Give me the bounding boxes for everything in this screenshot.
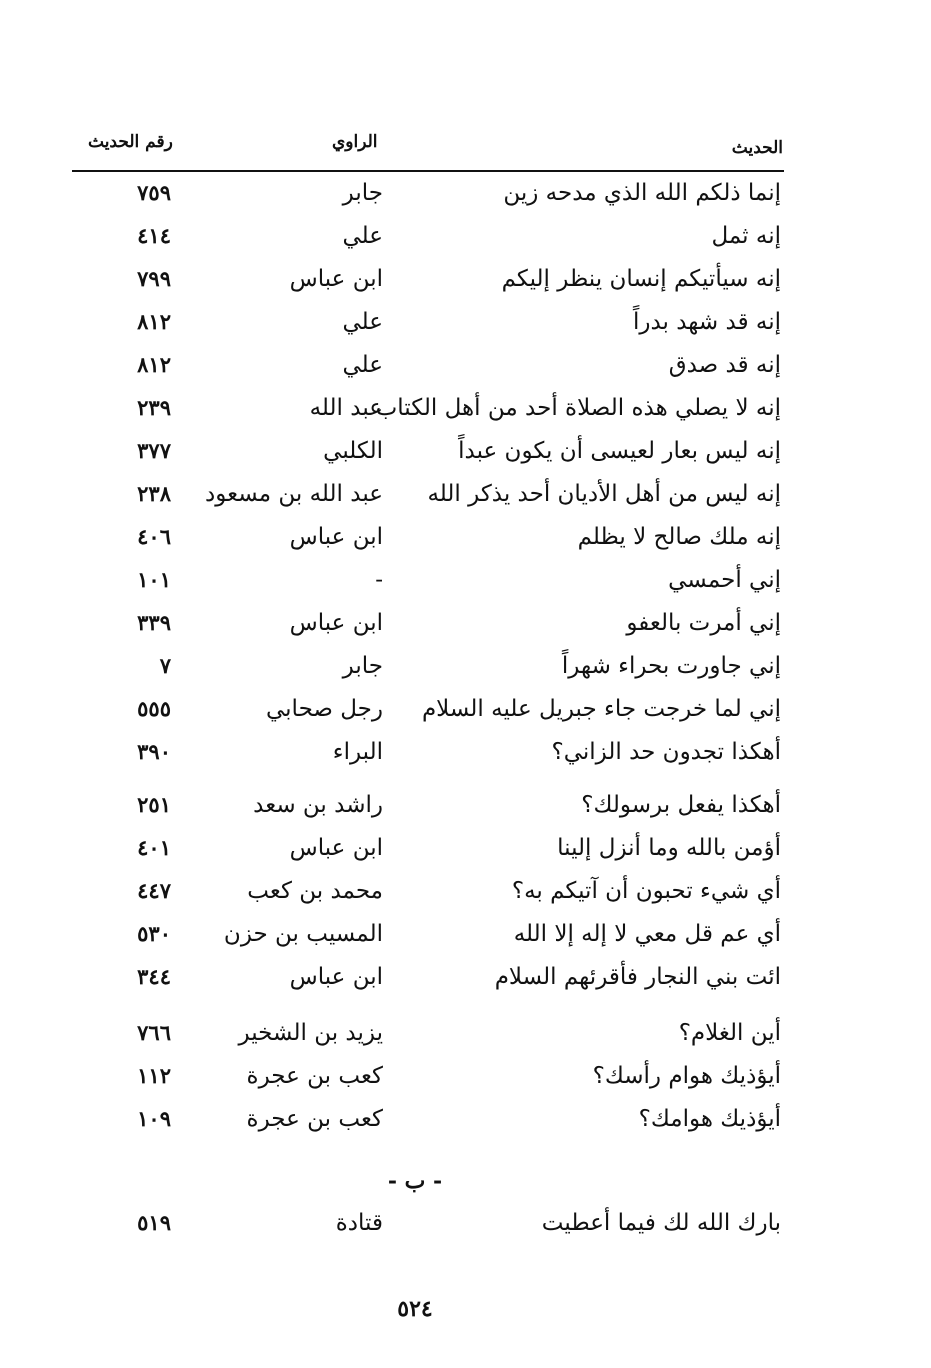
hadith-text: إنه ملك صالح لا يظلم bbox=[577, 524, 781, 550]
hadith-number: ٣٧٧ bbox=[137, 438, 171, 463]
narrator-name: علي bbox=[342, 223, 383, 249]
table-row bbox=[0, 694, 931, 734]
narrator-name: يزيد بن الشخير bbox=[238, 1020, 383, 1046]
hadith-number: ٢٣٩ bbox=[137, 395, 171, 420]
table-row bbox=[0, 962, 931, 1002]
table-row bbox=[0, 307, 931, 347]
narrator-name: جابر bbox=[342, 653, 383, 679]
hadith-number: ٣٤٤ bbox=[137, 964, 171, 989]
narrator-name: المسيب بن حزن bbox=[223, 921, 383, 947]
narrator-name: عبد الله bbox=[309, 395, 383, 421]
table-row bbox=[0, 350, 931, 390]
table-row bbox=[0, 221, 931, 261]
hadith-text: إنه ثمل bbox=[711, 223, 781, 249]
narrator-name: الكلبي bbox=[323, 438, 383, 464]
narrator-name: محمد بن كعب bbox=[247, 878, 383, 904]
hadith-number: ٧٦٦ bbox=[137, 1020, 171, 1045]
hadith-number: ٢٣٨ bbox=[137, 481, 171, 506]
table-row bbox=[0, 479, 931, 519]
hadith-number: ٥٥٥ bbox=[137, 696, 171, 721]
table-row bbox=[0, 522, 931, 562]
narrator-name: رجل صحابي bbox=[265, 696, 383, 722]
hadith-number: ٢٥١ bbox=[137, 792, 171, 817]
hadith-number: ٨١٢ bbox=[137, 309, 171, 334]
hadith-text: إنه قد صدق bbox=[668, 352, 781, 378]
table-row bbox=[0, 1061, 931, 1101]
table-row bbox=[0, 264, 931, 304]
section-heading: - ب - bbox=[387, 1168, 443, 1194]
hadith-text: إنه ليس بعار لعيسى أن يكون عبداً bbox=[458, 438, 781, 464]
hadith-text: أي عم قل معي لا إله إلا الله bbox=[513, 921, 781, 947]
hadith-text: إني أمرت بالعفو bbox=[626, 610, 781, 636]
narrator-name: ابن عباس bbox=[289, 610, 383, 636]
table-row bbox=[0, 565, 931, 605]
hadith-number: ٥٣٠ bbox=[137, 921, 171, 946]
table-row bbox=[0, 790, 931, 830]
narrator-name: راشد بن سعد bbox=[253, 792, 383, 818]
hadith-text: إنه سيأتيكم إنسان ينظر إليكم bbox=[501, 266, 781, 292]
narrator-name: كعب بن عجرة bbox=[246, 1063, 383, 1089]
column-header-hadith: الحديث bbox=[731, 138, 783, 158]
table-row bbox=[0, 833, 931, 873]
hadith-text: إني لما خرجت جاء جبريل عليه السلام bbox=[421, 696, 781, 722]
hadith-number: ٣٣٩ bbox=[137, 610, 171, 635]
narrator-name: قتادة bbox=[335, 1210, 383, 1236]
column-header-number: رقم الحديث bbox=[88, 132, 173, 152]
table-row bbox=[0, 1018, 931, 1058]
narrator-name: ابن عباس bbox=[289, 964, 383, 990]
narrator-name: البراء bbox=[332, 739, 383, 765]
hadith-text: إني جاورت بحراء شهراً bbox=[561, 653, 781, 679]
hadith-text: أين الغلام؟ bbox=[678, 1020, 781, 1046]
hadith-text: ائت بني النجار فأقرئهم السلام bbox=[494, 964, 781, 990]
narrator-name: جابر bbox=[342, 180, 383, 206]
narrator-name: كعب بن عجرة bbox=[246, 1106, 383, 1132]
table-row bbox=[0, 737, 931, 777]
hadith-number: ٧ bbox=[159, 653, 171, 678]
table-row bbox=[0, 393, 931, 433]
hadith-text: إنه ليس من أهل الأديان أحد يذكر الله bbox=[427, 481, 781, 507]
hadith-number: ٧٥٩ bbox=[137, 180, 171, 205]
hadith-text: أي شيء تحبون أن آتيكم به؟ bbox=[511, 878, 781, 904]
table-row bbox=[0, 436, 931, 476]
narrator-name: ابن عباس bbox=[289, 266, 383, 292]
hadith-text: أهكذا يفعل برسولك؟ bbox=[581, 792, 781, 818]
page-number: ٥٢٤ bbox=[397, 1296, 433, 1322]
column-header-narrator: الراوي bbox=[332, 132, 378, 152]
hadith-number: ٤٠٦ bbox=[137, 524, 171, 549]
hadith-number: ٧٩٩ bbox=[137, 266, 171, 291]
table-row bbox=[0, 1104, 931, 1144]
hadith-number: ١٠٩ bbox=[137, 1106, 171, 1131]
narrator-name: ابن عباس bbox=[289, 835, 383, 861]
header-divider bbox=[72, 170, 784, 172]
narrator-name: ابن عباس bbox=[289, 524, 383, 550]
hadith-number: ٣٩٠ bbox=[137, 739, 171, 764]
hadith-text: إنما ذلكم الله الذي مدحه زين bbox=[503, 180, 781, 206]
table-row bbox=[0, 876, 931, 916]
hadith-text: أيؤذيك هوامك؟ bbox=[638, 1106, 781, 1132]
hadith-text: أهكذا تجدون حد الزاني؟ bbox=[551, 739, 781, 765]
hadith-text: إنه لا يصلي هذه الصلاة أحد من أهل الكتاب bbox=[375, 395, 781, 421]
table-row bbox=[0, 608, 931, 648]
narrator-name: علي bbox=[342, 309, 383, 335]
table-row bbox=[0, 651, 931, 691]
narrator-name: علي bbox=[342, 352, 383, 378]
table-row bbox=[0, 178, 931, 218]
hadith-number: ٥١٩ bbox=[137, 1210, 171, 1235]
hadith-number: ٨١٢ bbox=[137, 352, 171, 377]
hadith-number: ١٠١ bbox=[137, 567, 171, 592]
hadith-text: أيؤذيك هوام رأسك؟ bbox=[592, 1063, 781, 1089]
hadith-text: إني أحمسي bbox=[668, 567, 781, 593]
hadith-number: ١١٢ bbox=[137, 1063, 171, 1088]
hadith-number: ٤١٤ bbox=[137, 223, 171, 248]
narrator-name: عبد الله بن مسعود bbox=[205, 481, 383, 507]
hadith-text: بارك الله لك فيما أعطيت bbox=[541, 1210, 781, 1236]
hadith-number: ٤٠١ bbox=[137, 835, 171, 860]
narrator-name: - bbox=[375, 567, 383, 593]
table-row bbox=[0, 919, 931, 959]
hadith-number: ٤٤٧ bbox=[137, 878, 171, 903]
hadith-text: إنه قد شهد بدراً bbox=[632, 309, 781, 335]
hadith-text: أؤمن بالله وما أنزل إلينا bbox=[557, 835, 781, 861]
table-row bbox=[0, 1208, 931, 1248]
